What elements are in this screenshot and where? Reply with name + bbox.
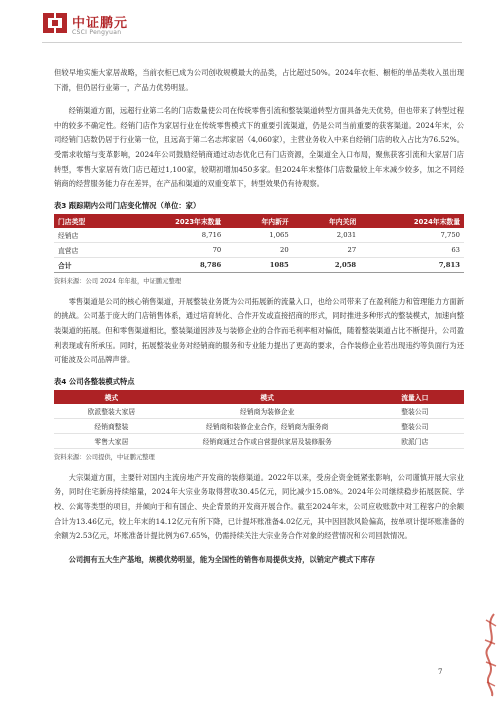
table-cell: 经销商整装: [54, 418, 169, 433]
table-cell: 2,031: [293, 228, 360, 243]
table-cell: 欧派整装大家居: [54, 404, 169, 419]
table3-header-cell: 年内关闭: [293, 214, 360, 228]
table-cell: 零售大家居: [54, 433, 169, 448]
table-cell: 1085: [225, 257, 292, 272]
table3-header-cell: 2024年末数量: [360, 214, 464, 228]
page-header: [0, 0, 500, 42]
paragraph-3: 零售渠道是公司的核心销售渠道，开展整装业务既为公司拓展新的流量入口，也给公司带来了在盈利能力和管理能力方面新的挑战。公司基于庞大的门店销售体系，通过培育转化、合作开发或直接招商的形式，同时推进多种形式的整装模式，加速向整装渠道的拓展。但和零售渠道相比，整装渠道因涉及与装修企业的合作而毛利率相对偏低，随着整装渠道占比不断提升，公司盈利表现或有所承压。同时，拓展整装业务对经销商的服务和专业能力提出了更高的要求，合作装修企业若出现违约等负面行为还可能波及公司品牌声誉。: [54, 296, 464, 365]
table-cell: 8,786: [121, 257, 225, 272]
table-row: [54, 433, 464, 448]
table4-header-cell: 模式: [169, 390, 366, 404]
table3-header-row: [54, 214, 464, 228]
table-cell: 经销商为装修企业: [169, 404, 366, 419]
table-row: [54, 418, 464, 433]
company-logo-icon: [42, 10, 68, 36]
table-cell: 2,058: [293, 257, 360, 272]
table-cell: 7,750: [360, 228, 464, 243]
table4-header-cell: 模式: [54, 390, 169, 404]
table4-source: 资料来源：公司提供，中证鹏元整理: [54, 453, 155, 461]
table-total-row: [54, 257, 464, 272]
table3-caption: 表3 跟踪期内公司门店变化情况（单位：家）: [54, 200, 201, 210]
paragraph-5: 公司拥有五大生产基地，规模优势明显，能为全国性的销售布局提供支持，以销定产模式下库存: [68, 554, 376, 564]
table4-caption: 表4 公司各整装模式特点: [54, 376, 135, 386]
paragraph-2: 经销渠道方面，远超行业第二名的门店数量使公司在传统零售引流和整装渠道转型方面具备先天优势，但也带来了转型过程中的较多不确定性。经销门店作为家居行业在传统零售模式下的重要引流渠道，仍是公司当前重要的获客渠道。2024年末，公司经销门店数仍居于行业第一位，且远高于第二名志邦家居（4,060家），主营业务收入中来自经销门店的收入占比为76.52%。受需求收缩与变革影响，2024年公司鼓励经销商通过动态优化已有门店资源，全渠道全入口布局，聚焦获客引流和大家居门店转型，零售大家居有效门店已超过1,100家，较期初增加450多家。但2024年末整体门店数量较上年末减少较多，加之不同经销商的经营服务能力存在差异，在产品和渠道的双重变革下，转型效果仍有待观察。: [54, 106, 464, 189]
table-cell: 直营店: [54, 242, 121, 257]
header-divider: [42, 42, 462, 43]
decoration-mode-table: [54, 390, 464, 449]
brand-name-cn: 中证鹏元: [72, 16, 129, 31]
page-content: [54, 66, 464, 576]
store-change-table: [54, 214, 464, 273]
table-cell: 8,716: [121, 228, 225, 243]
table-cell: 1,065: [225, 228, 292, 243]
table3-header-cell: 年内新开: [225, 214, 292, 228]
table-cell: 欧派门店: [366, 433, 464, 448]
table-cell: 经销商通过合作或自营提供家居及装修服务: [169, 433, 366, 448]
page-number: 7: [438, 668, 443, 676]
table-row: [54, 242, 464, 257]
table3-source: 资料来源：公司 2024 年年报，中证鹏元整理: [54, 277, 182, 285]
table-cell: 经销商和装修企业合作，经销商为服务商: [169, 418, 366, 433]
table-cell: 整装公司: [366, 404, 464, 419]
table4-header-row: [54, 390, 464, 404]
table-cell: 20: [225, 242, 292, 257]
table-cell: 整装公司: [366, 418, 464, 433]
table-cell: 27: [293, 242, 360, 257]
paragraph-1: 但较早地实施大家居战略，当前衣柜已成为公司创收规模最大的品类，占比超过50%。2024年衣柜、橱柜的单品类收入虽出现下滑，但仍居行业第一，产品力优势明显。: [54, 68, 464, 92]
paragraph-4: 大宗渠道方面，主要针对国内主流房地产开发商的装修渠道。2022年以来，受房企资金链紧张影响，公司谨慎开展大宗业务，同时住宅新房持续缩量，2024年大宗业务取得营收30.45亿元，同比减少15.08%。2024年公司继续稳步拓展医院、学校、公寓等类型的项目，并倾向于和有国企、央企背景的开发商开展合作。截至2024年末，公司应收账款中对工程客户的余额合计为13.46亿元，较上年末的14.12亿元有所下降，已计提坏账准备4.02亿元，其中因回款风险偏高，按单项计提坏账准备的余额为2.53亿元，坏账准备计提比例为67.65%，仍需持续关注大宗业务合作对象的经营情况和公司回款情况。: [54, 472, 464, 541]
table-row: [54, 404, 464, 419]
table-cell: 7,813: [360, 257, 464, 272]
table3-header-cell: 2023年末数量: [121, 214, 225, 228]
table4-header-cell: 流量入口: [366, 390, 464, 404]
red-seal-icon: [480, 606, 500, 700]
table-cell: 经销店: [54, 228, 121, 243]
table-cell: 70: [121, 242, 225, 257]
table-row: [54, 228, 464, 243]
table-cell: 63: [360, 242, 464, 257]
table-cell: 合计: [54, 257, 121, 272]
table3-header-cell: 门店类型: [54, 214, 121, 228]
brand-name-en: CSCI Pengyuan: [72, 29, 122, 36]
